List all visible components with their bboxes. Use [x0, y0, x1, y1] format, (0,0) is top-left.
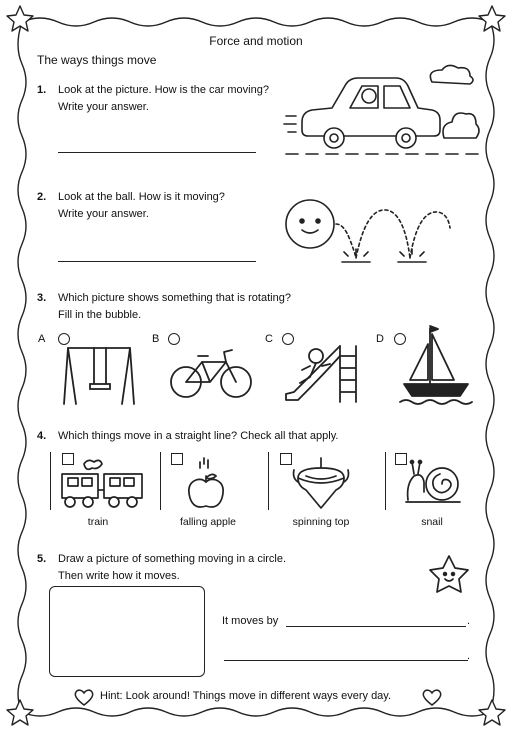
moves-by-answer-line[interactable] [286, 626, 466, 627]
q1-number: 1. [37, 84, 47, 96]
q5-line1: Draw a picture of something moving in a circle. [58, 553, 287, 565]
heart-icon [72, 687, 96, 707]
option-a-letter: A [38, 333, 46, 345]
snail-label: snail [421, 516, 443, 528]
q5-text [58, 551, 286, 585]
q4-number: 4. [37, 430, 47, 442]
slide-icon [276, 336, 366, 406]
smiling-star-icon [424, 552, 474, 598]
q3-text [58, 290, 291, 324]
q3-line1: Which picture shows something that is rotating? [58, 292, 291, 304]
second-line-period: . [467, 650, 471, 662]
spinning-top-label: spinning top [292, 516, 350, 528]
q4-divider [268, 452, 269, 510]
falling-apple-checkbox[interactable] [171, 453, 183, 465]
q3-line2: Fill in the bubble. [58, 309, 142, 321]
heart-icon [420, 687, 444, 707]
q1-answer-line[interactable] [58, 152, 256, 153]
option-c-letter: C [265, 333, 273, 345]
q4-divider [385, 452, 386, 510]
drawing-box[interactable] [49, 586, 205, 677]
q2-number: 2. [37, 191, 47, 203]
sailboat-icon [396, 322, 476, 406]
falling-apple-label: falling apple [179, 516, 237, 528]
spinning-top-checkbox[interactable] [280, 453, 292, 465]
option-b-letter: B [152, 333, 160, 345]
q5-number: 5. [37, 553, 47, 565]
q4-divider [50, 452, 51, 510]
q2-answer-line[interactable] [58, 261, 256, 262]
car-illustration [282, 62, 482, 162]
train-icon [58, 456, 148, 510]
q1-line1: Look at the picture. How is the car moving? [58, 84, 269, 96]
moves-by-label: It moves by [222, 615, 279, 627]
apple-icon [186, 456, 226, 510]
q4-text: Which things move in a straight line? Check all that apply. [58, 430, 339, 442]
page-title: Force and motion [209, 34, 303, 48]
q2-line1: Look at the ball. How is it moving? [58, 191, 225, 203]
q2-line2: Write your answer. [58, 208, 149, 220]
q2-text [58, 189, 225, 223]
q5-line2: Then write how it moves. [58, 570, 180, 582]
hint-text: Hint: Look around! Things move in different ways every day. [100, 690, 392, 702]
spinning-top-icon [292, 456, 350, 512]
train-label: train [87, 516, 109, 528]
q4-divider [160, 452, 161, 510]
moves-by-period: . [467, 615, 471, 627]
section-subtitle: The ways things move [37, 53, 157, 67]
option-d-letter: D [376, 333, 384, 345]
q5-second-answer-line[interactable] [224, 660, 468, 661]
bouncing-ball-illustration [282, 194, 452, 270]
swing-icon [62, 340, 136, 406]
q3-number: 3. [37, 292, 47, 304]
bicycle-icon [168, 342, 254, 402]
snail-icon [404, 458, 464, 508]
q1-line2: Write your answer. [58, 101, 149, 113]
q1-text [58, 82, 269, 116]
